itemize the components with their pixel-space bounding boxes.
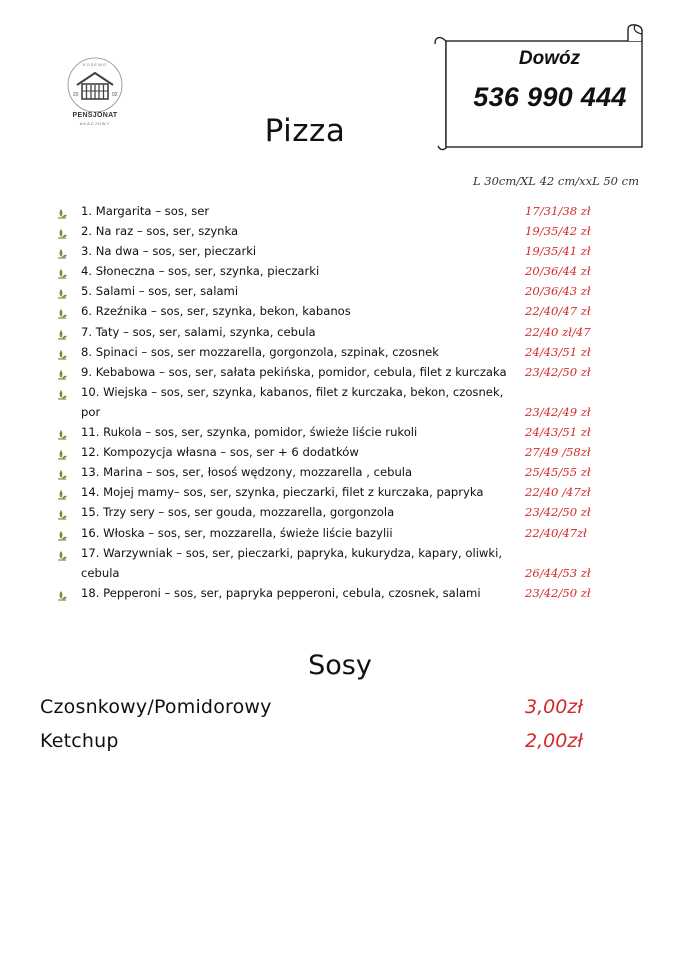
pizza-price: 25/45/55 zł <box>525 465 591 480</box>
pizza-item-7 <box>54 322 634 342</box>
pizza-item-13 <box>54 462 634 482</box>
leaf-bullet-icon <box>56 285 68 297</box>
sauce-price: 3,00zł <box>525 696 583 718</box>
logo-brand-sub: AKACJOWY <box>79 121 111 126</box>
pizza-price: 20/36/43 zł <box>525 284 591 299</box>
pizza-price: 22/40/47zł <box>525 525 587 540</box>
pizza-list <box>54 201 634 603</box>
leaf-bullet-icon <box>56 346 68 358</box>
pizza-item-1 <box>54 201 634 221</box>
pizza-item-9 <box>54 362 634 382</box>
leaf-bullet-icon <box>56 326 68 338</box>
sauce-name: Czosnkowy/Pomidorowy <box>40 696 272 718</box>
pizza-item-12 <box>54 442 634 462</box>
pizza-item-15 <box>54 502 634 522</box>
pizza-item-8 <box>54 342 634 362</box>
pizza-name: 12. Kompozycja własna – sos, ser + 6 dodatków <box>81 445 359 460</box>
pizza-price: 23/42/50 zł <box>525 505 591 520</box>
pizza-price: 24/43/51 zł <box>525 425 591 440</box>
pizza-name: 10. Wiejska – sos, ser, szynka, kabanos, filet z kurczaka, bekon, czosnek, por <box>81 384 504 419</box>
pizza-price: 22/40 /47zł <box>525 485 591 500</box>
leaf-bullet-icon <box>56 506 68 518</box>
pizza-price: 23/42/50 zł <box>525 364 591 379</box>
pizza-name: 14. Mojej mamy– sos, ser, szynka, pieczarki, filet z kurczaka, papryka <box>81 485 484 500</box>
pizza-price: 20/36/44 zł <box>525 264 591 279</box>
leaf-bullet-icon <box>56 587 68 599</box>
pizza-name: 1. Margarita – sos, ser <box>81 204 210 218</box>
leaf-bullet-icon <box>56 547 68 559</box>
pizza-price: 19/35/42 zł <box>525 224 591 239</box>
leaf-bullet-icon <box>56 527 68 539</box>
pizza-item-17 <box>54 543 634 583</box>
leaf-bullet-icon <box>56 446 68 458</box>
leaf-bullet-icon <box>56 366 68 378</box>
sauce-price: 2,00zł <box>525 730 583 752</box>
pizza-name: 7. Taty – sos, ser, salami, szynka, cebula <box>81 324 316 339</box>
pizza-item-16 <box>54 523 634 543</box>
pizza-name: 3. Na dwa – sos, ser, pieczarki <box>81 244 257 259</box>
leaf-bullet-icon <box>56 305 68 317</box>
leaf-bullet-icon <box>56 466 68 478</box>
pizza-price: 24/43/51 zł <box>525 344 591 359</box>
pizza-price: 17/31/38 zł <box>525 204 591 218</box>
pizza-item-14 <box>54 482 634 502</box>
pizza-price: 27/49 /58zł <box>525 445 591 460</box>
sauce-item-2 <box>40 730 640 760</box>
leaf-bullet-icon <box>56 225 68 237</box>
pizza-item-10 <box>54 382 634 422</box>
pizza-item-5 <box>54 281 634 301</box>
pizza-item-18 <box>54 583 634 603</box>
pizza-name: 9. Kebabowa – sos, ser, sałata pekińska, pomidor, cebula, filet z kurczaka <box>81 364 507 379</box>
leaf-bullet-icon <box>56 386 68 398</box>
pizza-name: 4. Słoneczna – sos, ser, szynka, pieczarki <box>81 264 320 279</box>
pizza-name: 11. Rukola – sos, ser, szynka, pomidor, świeże liście rukoli <box>81 425 418 440</box>
pizza-price: 22/40 zł/47 <box>525 324 591 339</box>
pizza-title: Pizza <box>264 113 346 149</box>
delivery-label: Dowóz <box>518 48 581 69</box>
pizza-price: 26/44/53 zł <box>525 565 591 580</box>
pizza-name: 5. Salami – sos, ser, salami <box>81 284 239 299</box>
pizza-price: 23/42/49 zł <box>525 404 591 419</box>
leaf-bullet-icon <box>56 205 68 217</box>
leaf-bullet-icon <box>56 486 68 498</box>
pizza-item-11 <box>54 422 634 442</box>
pizza-price: 23/42/50 zł <box>525 585 591 600</box>
svg-text:KOSEWO: KOSEWO <box>82 62 108 67</box>
leaf-bullet-icon <box>56 265 68 277</box>
sauces-title: Sosy <box>308 650 372 681</box>
leaf-bullet-icon <box>56 426 68 438</box>
pizza-price: 19/35/41 zł <box>525 244 591 259</box>
pizza-name: 2. Na raz – sos, ser, szynka <box>81 224 239 239</box>
delivery-phone: 536 990 444 <box>473 82 627 112</box>
pizza-price: 22/40/47 zł <box>525 304 591 319</box>
pizza-name: 13. Marina – sos, ser, łosoś wędzony, mozzarella , cebula <box>81 465 413 480</box>
svg-text:02: 02 <box>112 92 118 98</box>
svg-text:20: 20 <box>73 92 79 98</box>
leaf-bullet-icon <box>56 245 68 257</box>
pizza-name: 15. Trzy sery – sos, ser gouda, mozzarella, gorgonzola <box>81 505 395 520</box>
pizza-item-4 <box>54 261 634 281</box>
pizza-name: 6. Rzeźnika – sos, ser, szynka, bekon, kabanos <box>81 304 351 319</box>
pizza-item-3 <box>54 241 634 261</box>
pizza-name: 16. Włoska – sos, ser, mozzarella, świeże liście bazylii <box>81 525 393 540</box>
logo-house-icon <box>60 55 130 115</box>
pizza-name: 18. Pepperoni – sos, ser, papryka pepperoni, cebula, czosnek, salami <box>81 585 481 600</box>
pizza-item-6 <box>54 301 634 321</box>
logo-brand: PENSJONAT <box>72 112 118 119</box>
pensjonat-logo <box>60 55 130 135</box>
pizza-item-2 <box>54 221 634 241</box>
delivery-banner <box>432 20 652 152</box>
pizza-name: 17. Warzywniak – sos, ser, pieczarki, papryka, kukurydza, kapary, oliwki, cebula <box>81 545 503 580</box>
pizza-sizes: L 30cm/XL 42 cm/xxL 50 cm <box>472 174 639 188</box>
pizza-name: 8. Spinaci – sos, ser mozzarella, gorgonzola, szpinak, czosnek <box>81 344 440 359</box>
sauce-name: Ketchup <box>40 730 119 752</box>
sauce-item-1 <box>40 696 640 726</box>
